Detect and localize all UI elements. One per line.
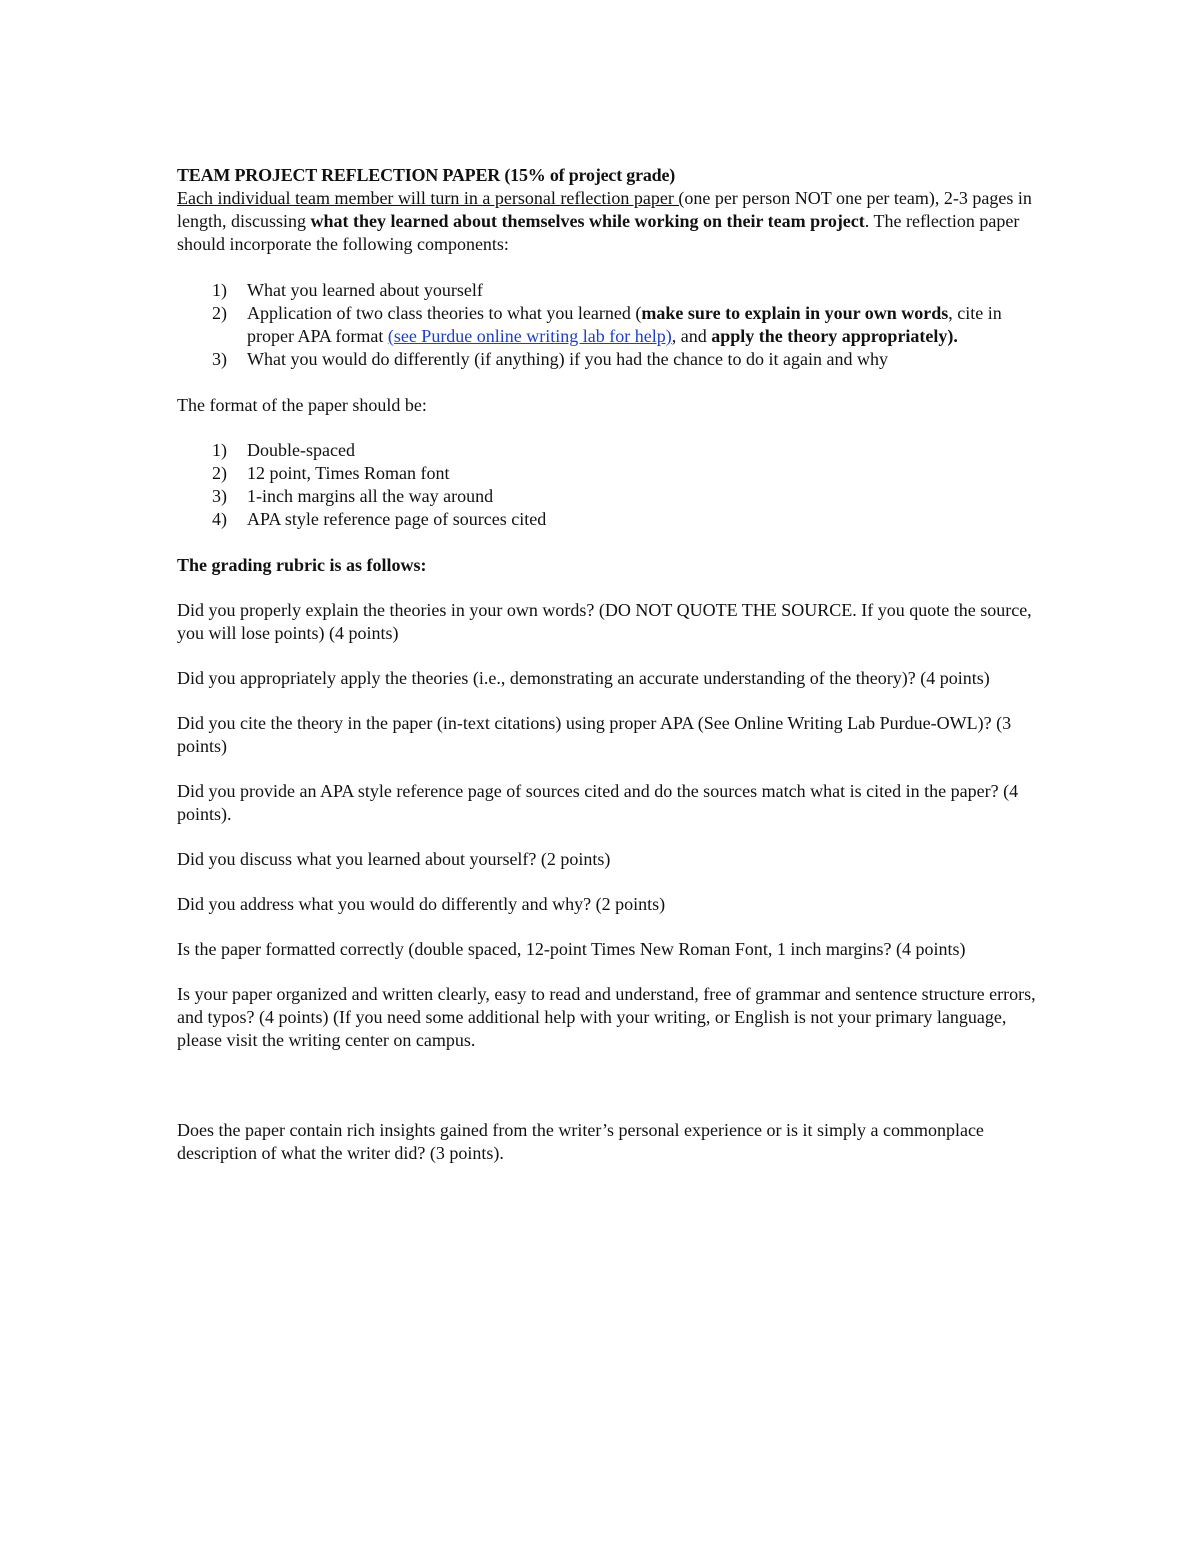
intro-bold-text: what they learned about themselves while working on their team project xyxy=(310,211,865,231)
rubric-item: Did you discuss what you learned about yourself? (2 points) xyxy=(177,849,611,869)
rubric-item: Did you appropriately apply the theories (i.e., demonstrating an accurate understanding of the theory)? (4 points) xyxy=(177,668,990,688)
components-list xyxy=(177,279,1037,371)
list-item-text: Double-spaced xyxy=(247,440,355,460)
intro-paragraph xyxy=(177,187,1037,256)
list-item-text: Application of two class theories to what you learned ( xyxy=(247,303,642,323)
list-item-text: What you learned about yourself xyxy=(247,280,483,300)
list-number: 4) xyxy=(212,509,227,529)
list-number: 3) xyxy=(212,486,227,506)
rubric-item-final: Does the paper contain rich insights gained from the writer’s personal experience or is it simply a commonplace description of what the writer did? (3 points). xyxy=(177,1120,984,1163)
list-number: 2) xyxy=(212,463,227,483)
list-item-text: 12 point, Times Roman font xyxy=(247,463,450,483)
list-item xyxy=(177,348,1037,371)
rubric-item: Did you cite the theory in the paper (in-text citations) using proper APA (See Online Writing Lab Purdue-OWL)? (3 points) xyxy=(177,713,1012,756)
document-title: TEAM PROJECT REFLECTION PAPER (15% of project grade) xyxy=(177,165,676,185)
document-page xyxy=(177,164,1037,1187)
list-item-text: , and xyxy=(671,326,712,346)
list-item-text: 1-inch margins all the way around xyxy=(247,486,494,506)
list-item-text: What you would do differently (if anything) if you had the chance to do it again and why xyxy=(247,349,888,369)
intro-underlined-text: Each individual team member will turn in a personal reflection paper ( xyxy=(177,188,685,208)
list-number: 2) xyxy=(212,303,227,323)
rubric-item: Did you provide an APA style reference page of sources cited and do the sources match what is cited in the paper? (4 points). xyxy=(177,781,1019,824)
list-item xyxy=(177,462,1037,485)
purdue-owl-link[interactable]: (see Purdue online writing lab for help) xyxy=(387,326,672,346)
blank-space xyxy=(177,1074,1037,1119)
list-item xyxy=(177,279,1037,302)
list-number: 3) xyxy=(212,349,227,369)
list-item xyxy=(177,485,1037,508)
rubric-item: Did you properly explain the theories in your own words? (DO NOT QUOTE THE SOURCE. If you quote the source, you will lose points) (4 points) xyxy=(177,600,1032,643)
format-intro: The format of the paper should be: xyxy=(177,395,427,415)
list-number: 1) xyxy=(212,280,227,300)
format-list xyxy=(177,439,1037,531)
rubric-heading: The grading rubric is as follows: xyxy=(177,555,427,575)
list-item-text: , cite in proper APA format xyxy=(247,303,1002,346)
list-item xyxy=(177,302,1037,348)
list-item-bold-text: make sure to explain in your own words xyxy=(641,303,949,323)
list-item-text: APA style reference page of sources cited xyxy=(247,509,547,529)
intro-text-end: . The reflection paper should incorporate the following components: xyxy=(177,211,1020,254)
rubric-item: Is your paper organized and written clearly, easy to read and understand, free of grammar and sentence structure errors, and typos? (4 points) (If you need some additional help with your writing, or English is not your primary language, please visit the writing center on campus. xyxy=(177,984,1036,1050)
list-item xyxy=(177,439,1037,462)
rubric-item: Did you address what you would do differently and why? (2 points) xyxy=(177,894,666,914)
list-item-bold-text: apply the theory appropriately). xyxy=(711,326,958,346)
list-number: 1) xyxy=(212,440,227,460)
list-item xyxy=(177,508,1037,531)
rubric-item: Is the paper formatted correctly (double spaced, 12-point Times New Roman Font, 1 inch margins? (4 points) xyxy=(177,939,966,959)
intro-text: one per person NOT one per team), 2-3 pages in length, discussing xyxy=(177,188,1032,231)
